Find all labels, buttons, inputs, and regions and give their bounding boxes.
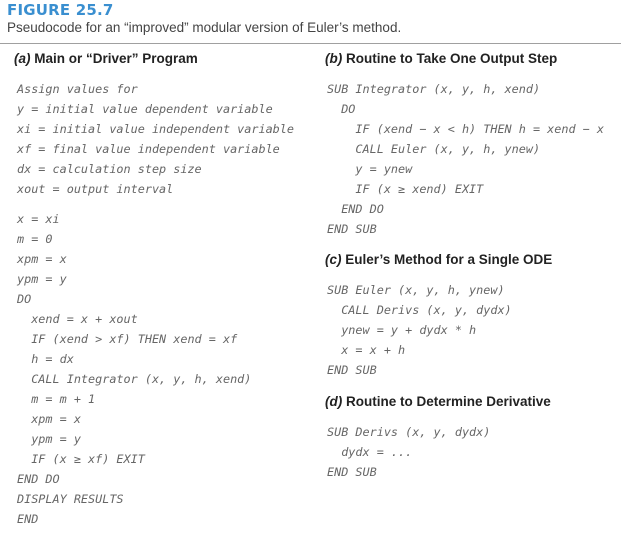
code-line: CALL Integrator (x, y, h, xend) [17, 372, 252, 386]
code-line: END DO [327, 202, 384, 216]
code-line: x = x + h [327, 343, 406, 357]
section-b-heading [325, 51, 557, 66]
code-line: m = m + 1 [17, 392, 96, 406]
code-line: ynew = y + dydx * h [327, 323, 477, 337]
code-line: m = 0 [17, 232, 53, 246]
code-line: SUB Euler (x, y, h, ynew) [327, 283, 505, 297]
code-line: IF (xend − x < h) THEN h = xend − x [327, 122, 604, 136]
figure-caption: Pseudocode for an “improved” modular version of Euler’s method. [7, 20, 402, 35]
code-line: y = initial value dependent variable [17, 102, 273, 116]
code-line: DISPLAY RESULTS [17, 492, 124, 506]
section-a-title: Main or “Driver” Program [34, 51, 198, 66]
code-line: END SUB [327, 363, 377, 377]
code-line: IF (x ≥ xend) EXIT [327, 182, 484, 196]
section-c-code [327, 280, 512, 380]
code-line: x = xi [17, 212, 60, 226]
code-line: IF (x ≥ xf) EXIT [17, 452, 145, 466]
code-line [17, 199, 294, 209]
section-a-heading [14, 51, 198, 66]
section-d-letter: (d) [325, 394, 343, 409]
section-a-code [17, 79, 294, 529]
code-line: ypm = y [17, 432, 81, 446]
code-line: xi = initial value independent variable [17, 122, 294, 136]
section-d-title: Routine to Determine Derivative [346, 394, 551, 409]
code-line: xpm = x [17, 252, 67, 266]
code-line: DO [327, 102, 356, 116]
section-d-code [327, 422, 490, 482]
code-line: SUB Integrator (x, y, h, xend) [327, 82, 541, 96]
section-c-heading [325, 252, 552, 267]
code-line: CALL Euler (x, y, h, ynew) [327, 142, 541, 156]
figure-title: FIGURE 25.7 [7, 1, 114, 19]
code-line: END SUB [327, 222, 377, 236]
code-line: dx = calculation step size [17, 162, 202, 176]
section-c-title: Euler’s Method for a Single ODE [345, 252, 553, 267]
header-divider [0, 43, 621, 44]
code-line: DO [17, 292, 32, 306]
code-line: xf = final value independent variable [17, 142, 280, 156]
code-line: IF (xend > xf) THEN xend = xf [17, 332, 238, 346]
code-line: xend = x + xout [17, 312, 138, 326]
code-line: CALL Derivs (x, y, dydx) [327, 303, 512, 317]
section-b-title: Routine to Take One Output Step [346, 51, 558, 66]
section-b-letter: (b) [325, 51, 343, 66]
code-line: ypm = y [17, 272, 67, 286]
code-line: END SUB [327, 465, 377, 479]
code-line: SUB Derivs (x, y, dydx) [327, 425, 491, 439]
code-line: END DO [17, 472, 60, 486]
section-c-letter: (c) [325, 252, 342, 267]
section-d-heading [325, 394, 551, 409]
code-line: h = dx [17, 352, 74, 366]
section-b-code [327, 79, 604, 239]
code-line: dydx = ... [327, 445, 413, 459]
code-line: Assign values for [17, 82, 138, 96]
section-a-letter: (a) [14, 51, 31, 66]
code-line: y = ynew [327, 162, 413, 176]
code-line: END [17, 512, 39, 526]
code-line: xout = output interval [17, 182, 174, 196]
code-line: xpm = x [17, 412, 81, 426]
